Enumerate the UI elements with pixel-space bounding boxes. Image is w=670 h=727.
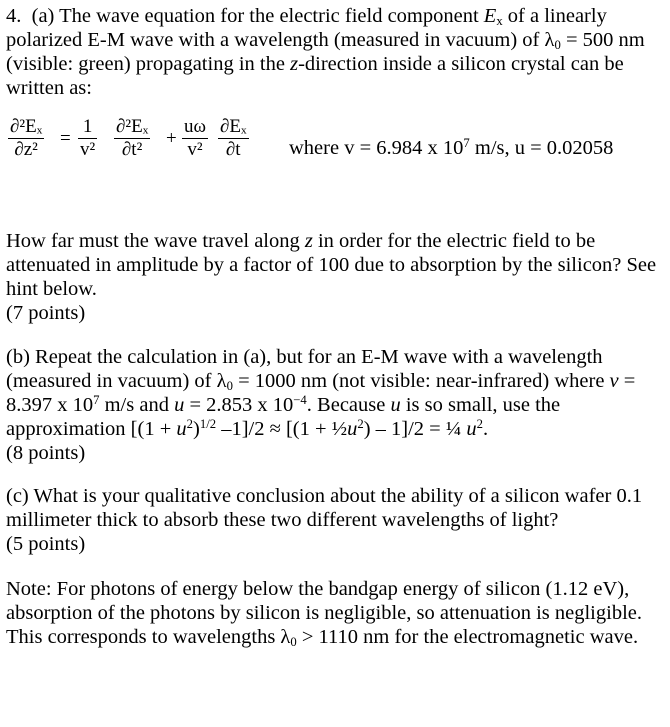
problem-number: 4. — [6, 5, 22, 27]
equals-sign: = — [60, 128, 71, 149]
intro-text-4: -direction inside a silicon crystal can be written as: — [6, 53, 624, 99]
question-b-u-2: u — [390, 394, 401, 416]
term1-deriv-numerator: ∂²Eₓ — [116, 116, 149, 137]
question-b — [6, 345, 666, 465]
intro-text-3: = 500 nm (visible: green) propagating in the — [6, 29, 645, 75]
field-subscript: x — [496, 14, 503, 29]
question-b-v-exp: 7 — [93, 393, 100, 408]
question-c-text: (c) What is your qualitative conclusion about the ability of a silicon wafer 0.1 millimeter thick to absorb these two different wavelengths of light? — [6, 485, 643, 531]
question-b-u-5: u — [466, 418, 477, 440]
problem-intro — [6, 4, 666, 100]
question-b-text-8: . — [482, 418, 489, 440]
question-c-points: (5 points) — [6, 533, 86, 555]
field-symbol: E — [483, 5, 497, 27]
term2-coef-denominator: v² — [182, 138, 208, 161]
z-symbol: z — [290, 53, 299, 75]
term2-deriv-numerator: ∂Eₓ — [220, 116, 247, 137]
term2-deriv-denominator: ∂t — [218, 138, 249, 161]
question-a-text-2: in order for the electric field to be attenuated in amplitude by a factor of 100 due to absorption by the silicon? See hint below. — [6, 230, 657, 300]
plus-sign: + — [166, 128, 177, 149]
question-a-z: z — [304, 230, 313, 252]
equation-constants — [289, 136, 613, 160]
term1-coef-denominator: v² — [80, 139, 96, 160]
term1-derivative — [114, 116, 150, 161]
term1-coef-numerator: 1 — [82, 116, 93, 137]
question-a-points: (7 points) — [6, 302, 86, 324]
lambda-symbol: λ — [544, 29, 555, 51]
question-b-u-3: u — [176, 418, 187, 440]
question-a-text-1: How far must the wave travel along — [6, 230, 305, 252]
question-b-u: u — [174, 394, 185, 416]
question-b-u-exp: −4 — [293, 393, 307, 408]
question-a — [6, 229, 666, 325]
question-b-u-4: u — [347, 418, 358, 440]
problem-page — [6, 4, 666, 649]
lhs-denominator: ∂z² — [8, 138, 44, 161]
term2-coefficient — [182, 116, 208, 161]
question-b-text-6: –1]/2 ≈ [(1 + ½ — [216, 418, 348, 440]
question-b-sq-1: 2 — [186, 417, 194, 432]
lhs-fraction — [8, 116, 44, 161]
question-b-v-text: = 8.397 x 10 — [6, 370, 636, 416]
lambda-subscript: 0 — [554, 38, 561, 53]
question-b-lambda: λ — [216, 370, 227, 392]
question-b-points: (8 points) — [6, 442, 86, 464]
question-b-text-7: ) – 1]/2 = ¼ — [363, 418, 467, 440]
question-b-lambda-sub: 0 — [226, 379, 233, 394]
question-b-text-4: is so small, use the approximation [(1 + — [6, 394, 561, 440]
question-b-v: v — [609, 370, 619, 392]
question-b-text-2: = 1000 nm (not visible: near-infrared) where — [232, 370, 610, 392]
note-text-2: > 1110 nm for the electromagnetic wave. — [296, 626, 639, 648]
intro-text-2: of a linearly polarized E-M wave with a wavelength (measured in vacuum) of — [6, 5, 607, 51]
term2-coef-numerator: uω — [184, 116, 207, 137]
term1-deriv-denominator: ∂t² — [114, 138, 150, 161]
note-text-1: Note: For photons of energy below the bandgap energy of silicon (1.12 eV), absorption of the photons by silicon is negligible, so attenuation is negligible. This corresponds to wavelengths — [6, 578, 642, 648]
question-b-u-text: = 2.853 x 10 — [184, 394, 294, 416]
lhs-numerator: ∂²Eₓ — [10, 116, 43, 137]
question-b-sq-3: 2 — [476, 417, 483, 432]
where-exponent: 7 — [463, 136, 470, 151]
where-text: where v = 6.984 x 10 — [289, 137, 464, 159]
intro-text-1: The wave equation for the electric field component — [59, 5, 484, 27]
question-b-half-exp: 1/2 — [199, 417, 217, 432]
question-b-sq-2: 2 — [357, 417, 364, 432]
part-a-label: (a) — [31, 5, 55, 27]
question-c — [6, 484, 666, 556]
term1-coefficient — [78, 116, 97, 161]
question-b-text-5: ) — [193, 418, 200, 440]
hint-note — [6, 577, 666, 649]
question-b-v-tail: m/s and — [99, 394, 175, 416]
note-lambda-sub: 0 — [290, 635, 297, 650]
note-lambda: λ — [280, 626, 291, 648]
question-b-text-3: . Because — [306, 394, 391, 416]
wave-equation — [6, 114, 666, 182]
term2-derivative — [218, 116, 249, 161]
where-tail: m/s, u = 0.02058 — [469, 137, 614, 159]
question-b-text-1: (b) Repeat the calculation in (a), but for an E-M wave with a wavelength (measured in vacuum) of — [6, 346, 603, 392]
